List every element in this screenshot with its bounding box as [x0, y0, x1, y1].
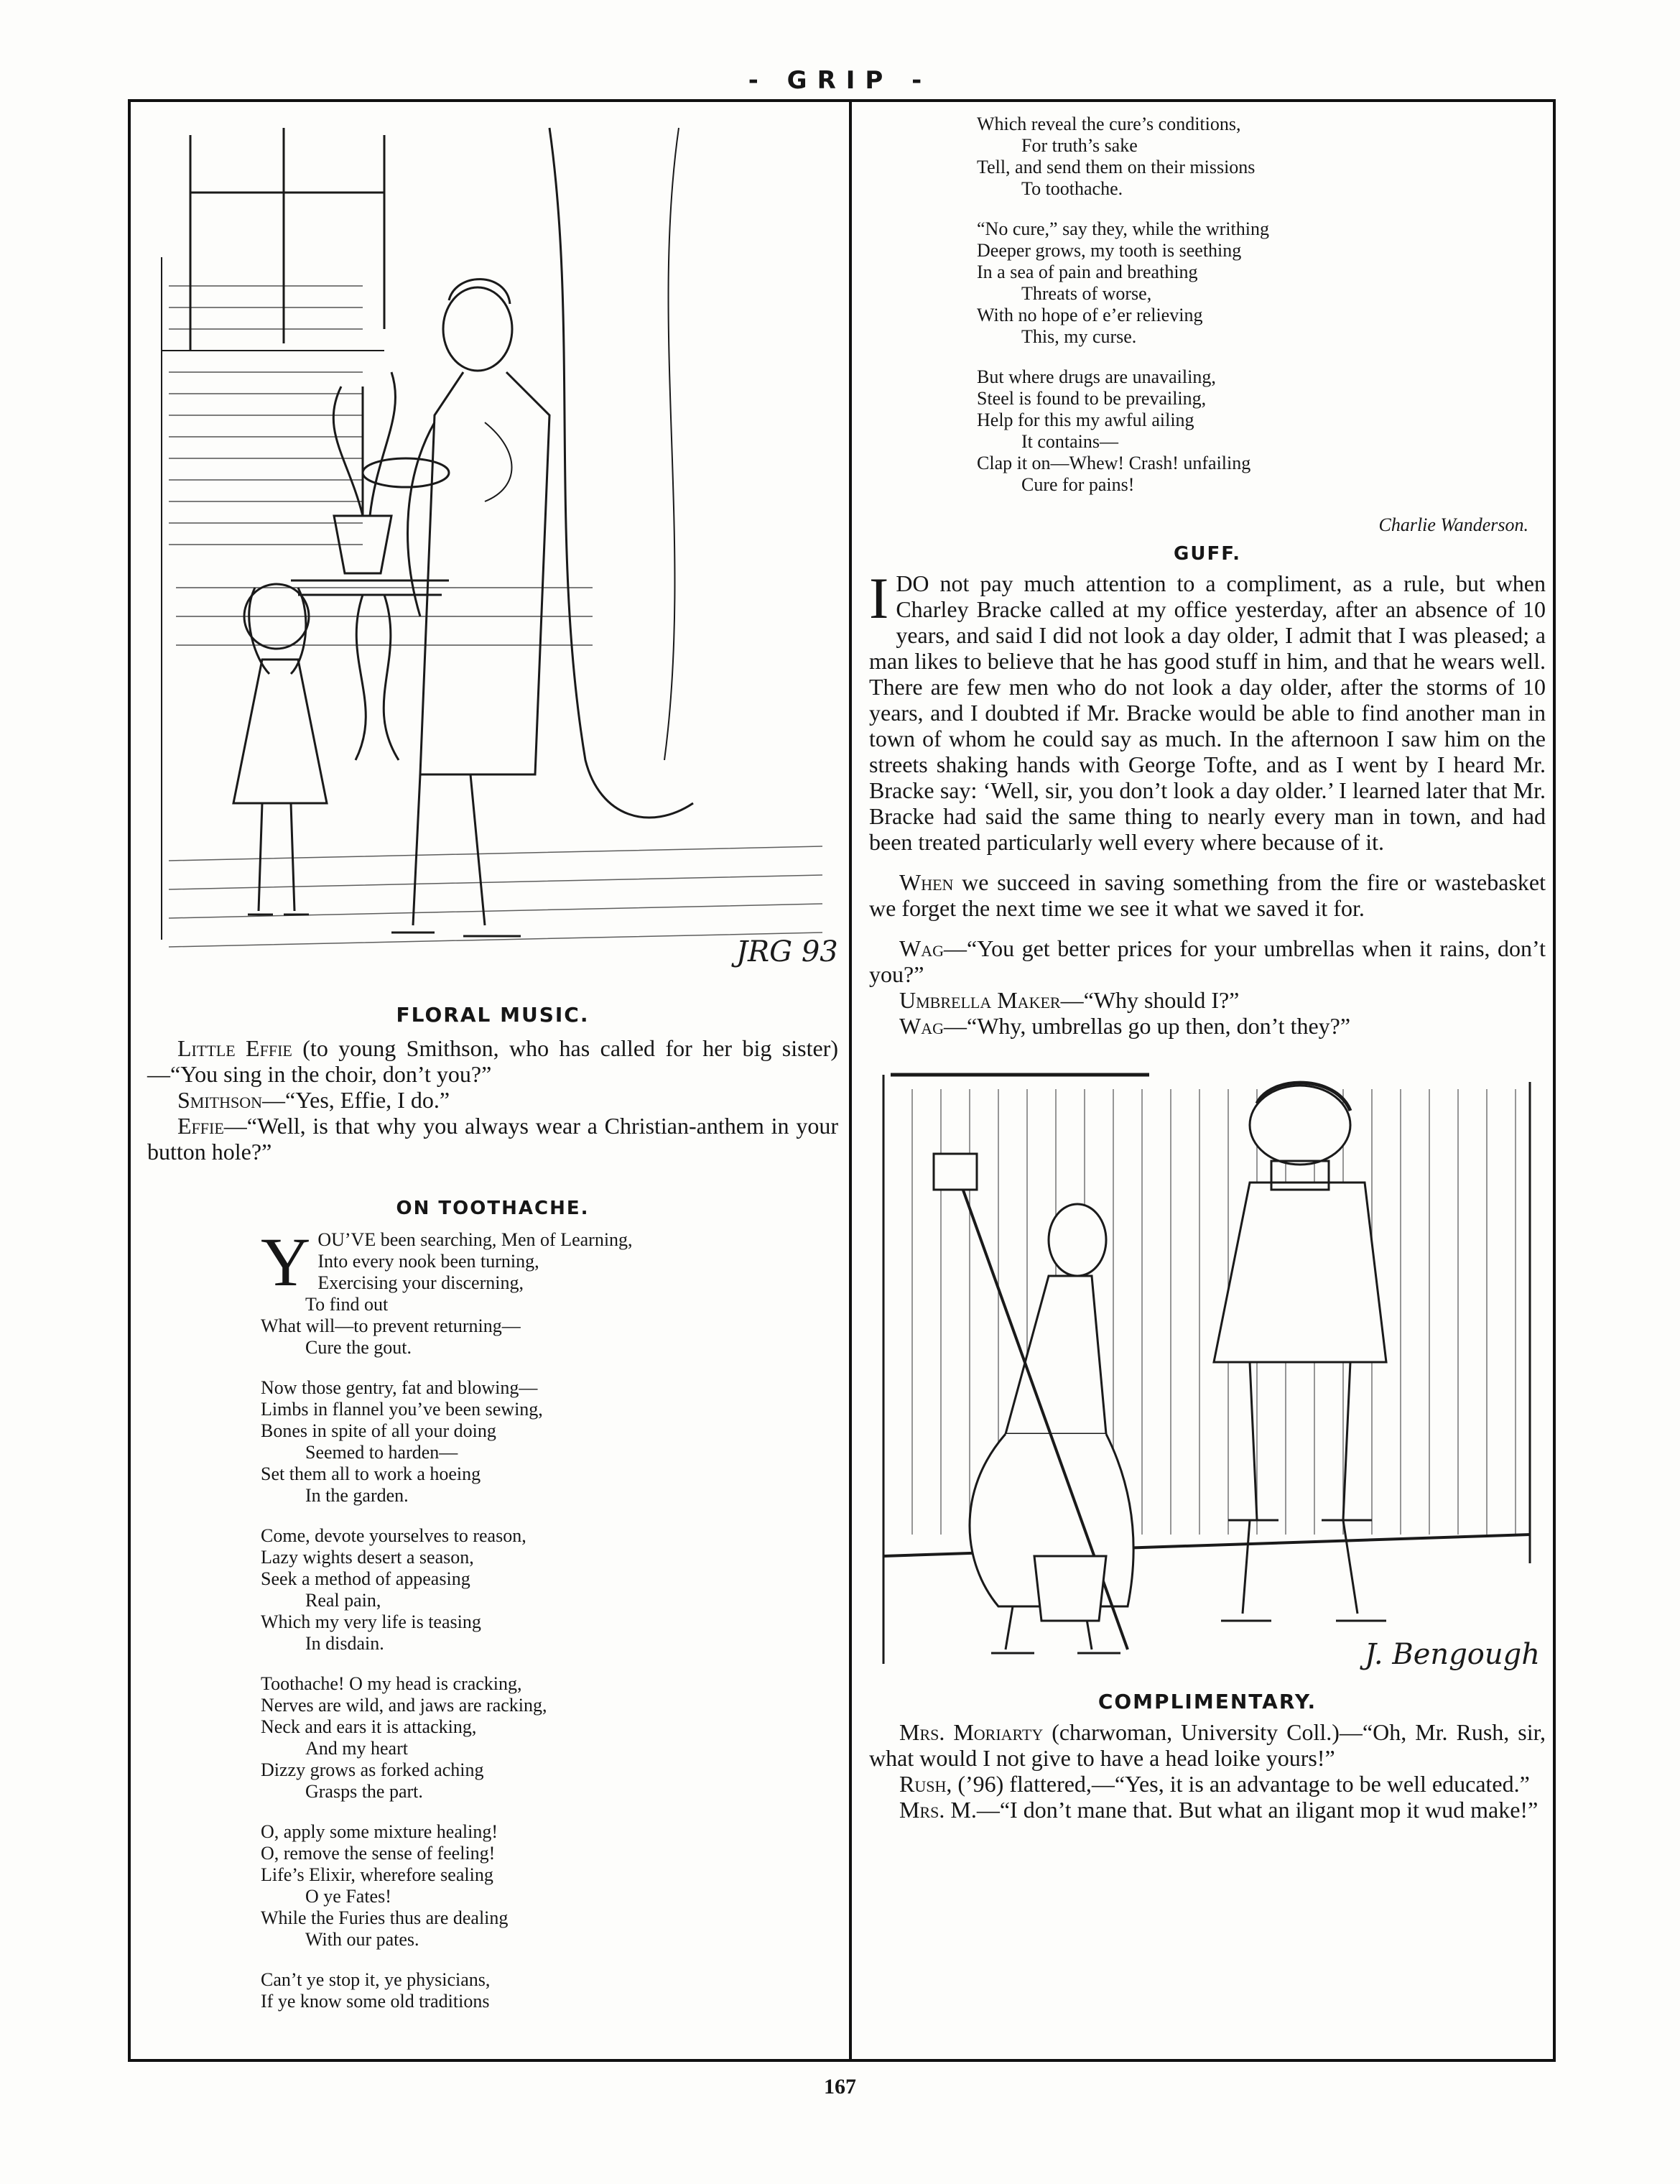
- poem-line: Neck and ears it is attacking,: [261, 1716, 477, 1737]
- umbrella-maker-line: —“Why should I?”: [1060, 987, 1240, 1013]
- page-number: 167: [824, 2075, 856, 2099]
- poem-line: What will—to prevent returning—: [261, 1315, 521, 1336]
- speaker-umbrella-maker: Umbrella Maker: [899, 987, 1061, 1013]
- poem-stanza: [977, 114, 1546, 200]
- poem-line: Seemed to harden—: [305, 1442, 458, 1463]
- speaker-rush: Rush: [899, 1771, 947, 1797]
- column-rule: [849, 102, 852, 2060]
- poem-line: Limbs in flannel you’ve been sewing,: [261, 1399, 543, 1420]
- poem-line: OU’VE been searching, Men of Learning,: [317, 1229, 633, 1250]
- poem-line: Set them all to work a hoeing: [261, 1463, 481, 1484]
- poem-line: In disdain.: [305, 1633, 384, 1654]
- speaker-mrs-moriarty: Mrs. Moriarty: [899, 1719, 1044, 1745]
- poem-line: And my heart: [305, 1738, 408, 1759]
- floral-music-line-1: (to young Smithson, who has called for her big sister)—“You sing in the choir, don’t you?”: [147, 1035, 838, 1087]
- toothache-signature: Charlie Wanderson.: [1378, 514, 1528, 535]
- poem-stanza: [261, 1525, 838, 1655]
- poem-line: Seek a method of appeasing: [261, 1568, 470, 1589]
- toothache-stanzas-left: [261, 1223, 838, 2012]
- poem-line: Which my very life is teasing: [261, 1611, 481, 1632]
- poem-line: Bones in spite of all your doing: [261, 1420, 496, 1441]
- poem-line: “No cure,” say they, while the writhing: [977, 218, 1269, 239]
- speaker-wag-2: Wag: [899, 1013, 944, 1039]
- toothache-title: ON TOOTHACHE.: [396, 1198, 590, 1219]
- poem-line: Nerves are wild, and jaws are racking,: [261, 1695, 547, 1716]
- guff-paragraph-2-lead: When: [899, 869, 954, 895]
- left-column: [147, 114, 838, 2031]
- poem-line: Deeper grows, my tooth is seething: [977, 240, 1242, 261]
- poem-line: Come, devote yourselves to reason,: [261, 1525, 526, 1546]
- poem-line: Now those gentry, fat and blowing—: [261, 1377, 538, 1398]
- poem-line: Dizzy grows as forked aching: [261, 1759, 484, 1780]
- poem-stanza: [261, 1377, 838, 1507]
- poem-line: Steel is found to be prevailing,: [977, 388, 1207, 409]
- right-column: [869, 114, 1546, 1823]
- poem-line: With no hope of e’er relieving: [977, 305, 1203, 325]
- complimentary-line-2: , (’96) flattered,—“Yes, it is an advantage to be well educated.”: [946, 1771, 1530, 1797]
- poem-line: Toothache! O my head is cracking,: [261, 1673, 522, 1694]
- floral-music-line-3: —“Well, is that why you always wear a Christian-anthem in your button hole?”: [147, 1113, 838, 1165]
- complimentary-line-1: (charwoman, University Coll.)—“Oh, Mr. Rush, sir, what would I not give to have a head loike yours!”: [869, 1719, 1546, 1771]
- poem-line: For truth’s sake: [1021, 135, 1138, 156]
- poem-line: Can’t ye stop it, ye physicians,: [261, 1969, 491, 1990]
- complimentary-line-3: —“I don’t mane that. But what an iligant mop it wud make!”: [976, 1797, 1539, 1823]
- speaker-smithson: Smithson: [177, 1087, 263, 1113]
- poem-line: Life’s Elixir, wherefore sealing: [261, 1864, 493, 1885]
- toothache-dropcap: Y: [261, 1223, 311, 1300]
- guff-dropcap: I: [869, 565, 889, 631]
- poem-line: Tell, and send them on their missions: [977, 157, 1256, 177]
- poem-line: Lazy wights desert a season,: [261, 1547, 474, 1568]
- poem-line: In a sea of pain and breathing: [977, 262, 1198, 282]
- speaker-little-effie: Little Effie: [177, 1035, 292, 1061]
- poem-line: Threats of worse,: [1021, 283, 1152, 304]
- floral-music-illustration: [147, 114, 838, 997]
- complimentary-title: COMPLIMENTARY.: [1097, 1690, 1317, 1713]
- poem-line: Clap it on—Whew! Crash! unfailing: [977, 453, 1251, 473]
- guff-paragraph-1: DO not pay much attention to a compliment, as a rule, but when Charley Bracke called at my office yesterday, after an absence of 10 years, and said I did not look a day older, I admit that I was pleased; a man likes to believe that he has good stuff in him, and that he wears well. There are few men who do not look a day older, after the storms of 10 years, and I doubted if Mr. Bracke would be able to find another man in town of whom he could say as much. In the afternoon I saw him on the streets shaking hands with George Tofte, and as I went by I heard Mr. Bracke say: ‘Well, sir, you don’t look a day older.’ I learned later that Mr. Bracke had said the same thing to nearly every man in town, and had been treated particularly well every where because of it.: [869, 570, 1546, 855]
- poem-line: This, my curse.: [1021, 326, 1137, 347]
- toothache-poem-continued: [869, 114, 1546, 496]
- complimentary-drawing: [869, 1060, 1546, 1685]
- floral-music-drawing: [147, 114, 838, 997]
- poem-line: To toothache.: [1021, 178, 1123, 199]
- complimentary-text: [869, 1719, 1546, 1823]
- poem-stanza: [977, 218, 1546, 348]
- poem-line: O, apply some mixture healing!: [261, 1821, 498, 1842]
- poem-line: Which reveal the cure’s conditions,: [977, 114, 1241, 134]
- toothache-poem: [147, 1223, 838, 2012]
- floral-music-signature: JRG 93: [736, 935, 838, 968]
- wag-line-1: —“You get better prices for your umbrellas when it rains, don’t you?”: [869, 935, 1546, 987]
- poem-stanza: [261, 1223, 838, 1359]
- poem-line: But where drugs are unavailing,: [977, 366, 1216, 387]
- poem-line: It contains—: [1021, 431, 1119, 452]
- poem-stanza: [261, 1821, 838, 1951]
- complimentary-illustration: [869, 1060, 1546, 1685]
- poem-line: Grasps the part.: [305, 1781, 423, 1802]
- poem-line: If ye know some old traditions: [261, 1991, 490, 2012]
- guff-title: GUFF.: [1173, 543, 1242, 565]
- guff-text: [869, 565, 1546, 1039]
- poem-line: Real pain,: [305, 1590, 381, 1611]
- floral-music-title: FLORAL MUSIC.: [396, 1003, 590, 1027]
- poem-line: Exercising your discerning,: [317, 1272, 524, 1293]
- poem-line: Help for this my awful ailing: [977, 410, 1194, 430]
- poem-line: O ye Fates!: [305, 1886, 391, 1907]
- masthead: - GRIP -: [748, 66, 932, 95]
- wag-line-2: —“Why, umbrellas go up then, don’t they?”: [943, 1013, 1351, 1039]
- poem-line: Cure for pains!: [1021, 474, 1135, 495]
- poem-line: While the Furies thus are dealing: [261, 1907, 509, 1928]
- floral-music-line-2: —“Yes, Effie, I do.”: [262, 1087, 450, 1113]
- speaker-effie: Effie: [177, 1113, 224, 1139]
- complimentary-signature: J. Bengough: [1365, 1638, 1541, 1671]
- poem-line: Cure the gout.: [305, 1337, 412, 1358]
- poem-line: To find out: [305, 1294, 389, 1315]
- poem-stanza: [261, 1673, 838, 1803]
- poem-line: Into every nook been turning,: [317, 1251, 539, 1272]
- poem-stanza: [261, 1969, 838, 2012]
- poem-stanza: [977, 366, 1546, 496]
- speaker-mrs-m: Mrs. M.: [899, 1797, 977, 1823]
- floral-music-text: [147, 1035, 838, 1165]
- poem-line: With our pates.: [305, 1929, 419, 1950]
- guff-paragraph-2: we succeed in saving something from the fire or wastebasket we forget the next time we see it what we saved it for.: [869, 869, 1546, 921]
- toothache-stanzas-right: [977, 114, 1546, 496]
- poem-line: O, remove the sense of feeling!: [261, 1843, 496, 1864]
- poem-line: In the garden.: [305, 1485, 409, 1506]
- speaker-wag: Wag: [899, 935, 944, 961]
